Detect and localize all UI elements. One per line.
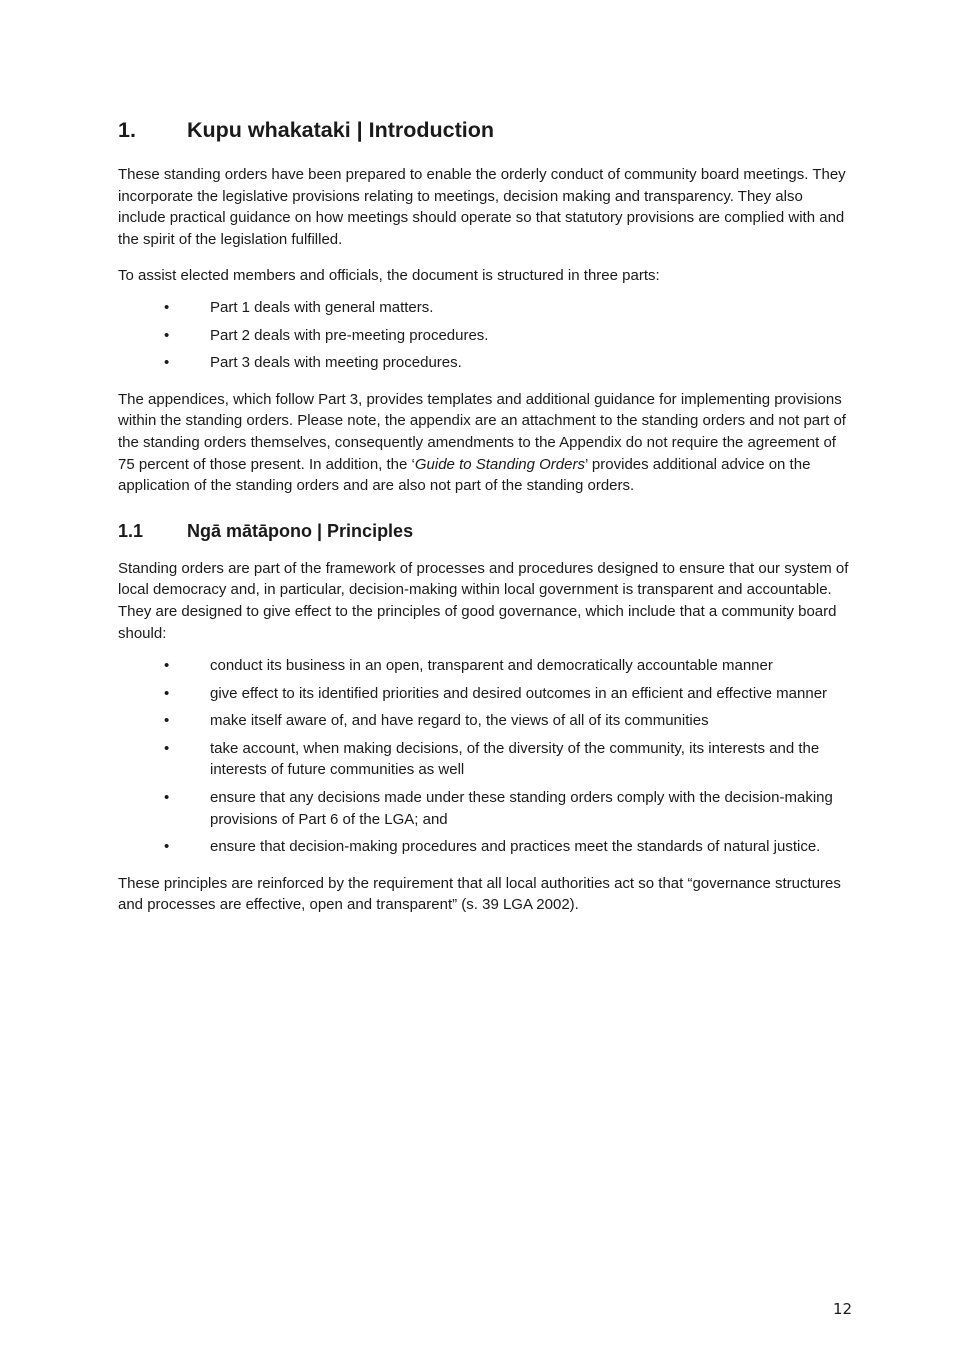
structure-paragraph: To assist elected members and officials, the document is structured in three parts: <box>118 267 660 285</box>
principles-paragraph: Standing orders are part of the framework of processes and procedures designed to ensure that our system of local democracy and, in particular, decision-making within local government is transparent and accountable. They are designed to give effect to the principles of good governance, which include that a community board should: <box>118 559 849 642</box>
bullet-icon: • <box>164 712 170 730</box>
appendices-paragraph <box>118 389 854 497</box>
subsection-title: Ngā mātāpono | Principles <box>187 520 414 541</box>
intro-paragraph: These standing orders have been prepared to enable the orderly conduct of community board meetings. They incorporate the legislative provisions relating to meetings, decision making and transparency. They also include practical guidance on how meetings should operate so that statutory provisions are complied with and the spirit of the legislation fulfilled. <box>118 166 846 248</box>
list-item-text: make itself aware of, and have regard to, the views of all of its communities <box>210 712 709 730</box>
section-number: 1. <box>118 118 136 142</box>
section-heading <box>118 116 854 144</box>
list-item <box>118 836 854 858</box>
list-item-text: Part 2 deals with pre-meeting procedures. <box>210 326 489 344</box>
bullet-icon: • <box>164 789 170 807</box>
list-item-text: ensure that decision-making procedures and practices meet the standards of natural justice. <box>210 838 821 856</box>
list-item <box>118 352 854 374</box>
bullet-icon: • <box>164 657 170 675</box>
appendices-text-start: The appendices, which follow Part 3, provides templates and additional guidance for implementing provisions within the standing orders. Please note, the appendix are an attachment to the standing orders and not part of the standing orders themselves, consequently amendments to the Appendix do not require the agreement of 75 percent of those present. In addition, the ‘ <box>118 390 846 473</box>
list-item <box>118 738 854 781</box>
list-item-text: conduct its business in an open, transparent and democratically accountable manner <box>210 657 773 675</box>
subsection-number: 1.1 <box>118 520 144 541</box>
bullet-icon: • <box>164 298 170 316</box>
guide-title: Guide to Standing Orders <box>414 455 585 473</box>
bullet-icon: • <box>164 326 170 344</box>
list-item <box>118 297 854 319</box>
list-item <box>118 683 854 705</box>
list-item-text: give effect to its identified priorities and desired outcomes in an efficient and effective manner <box>210 684 828 702</box>
list-item <box>118 325 854 347</box>
closing-paragraph: These principles are reinforced by the requirement that all local authorities act so that “governance structures and processes are effective, open and transparent” (s. 39 LGA 2002). <box>118 874 841 914</box>
list-item <box>118 787 854 830</box>
subsection-heading <box>118 519 854 543</box>
page-number: 12 <box>833 1300 853 1318</box>
document-page <box>118 116 854 931</box>
list-item-text: Part 3 deals with meeting procedures. <box>210 354 462 372</box>
bullet-icon: • <box>164 739 170 757</box>
section-title: Kupu whakataki | Introduction <box>187 118 495 142</box>
list-item-text: Part 1 deals with general matters. <box>210 298 434 316</box>
bullet-icon: • <box>164 354 170 372</box>
list-item-text: ensure that any decisions made under these standing orders comply with the decision-making provisions of Part 6 of the LGA; and <box>210 789 833 828</box>
list-item <box>118 710 854 732</box>
bullet-icon: • <box>164 684 170 702</box>
list-item <box>118 655 854 677</box>
appendices-text-end: ’ provides additional advice on the application of the standing orders and are also not part of the standing orders. <box>118 455 811 495</box>
parts-list <box>118 297 854 374</box>
bullet-icon: • <box>164 838 170 856</box>
list-item-text: take account, when making decisions, of the diversity of the community, its interests and the interests of future communities as well <box>210 739 820 779</box>
principles-list <box>118 655 854 858</box>
